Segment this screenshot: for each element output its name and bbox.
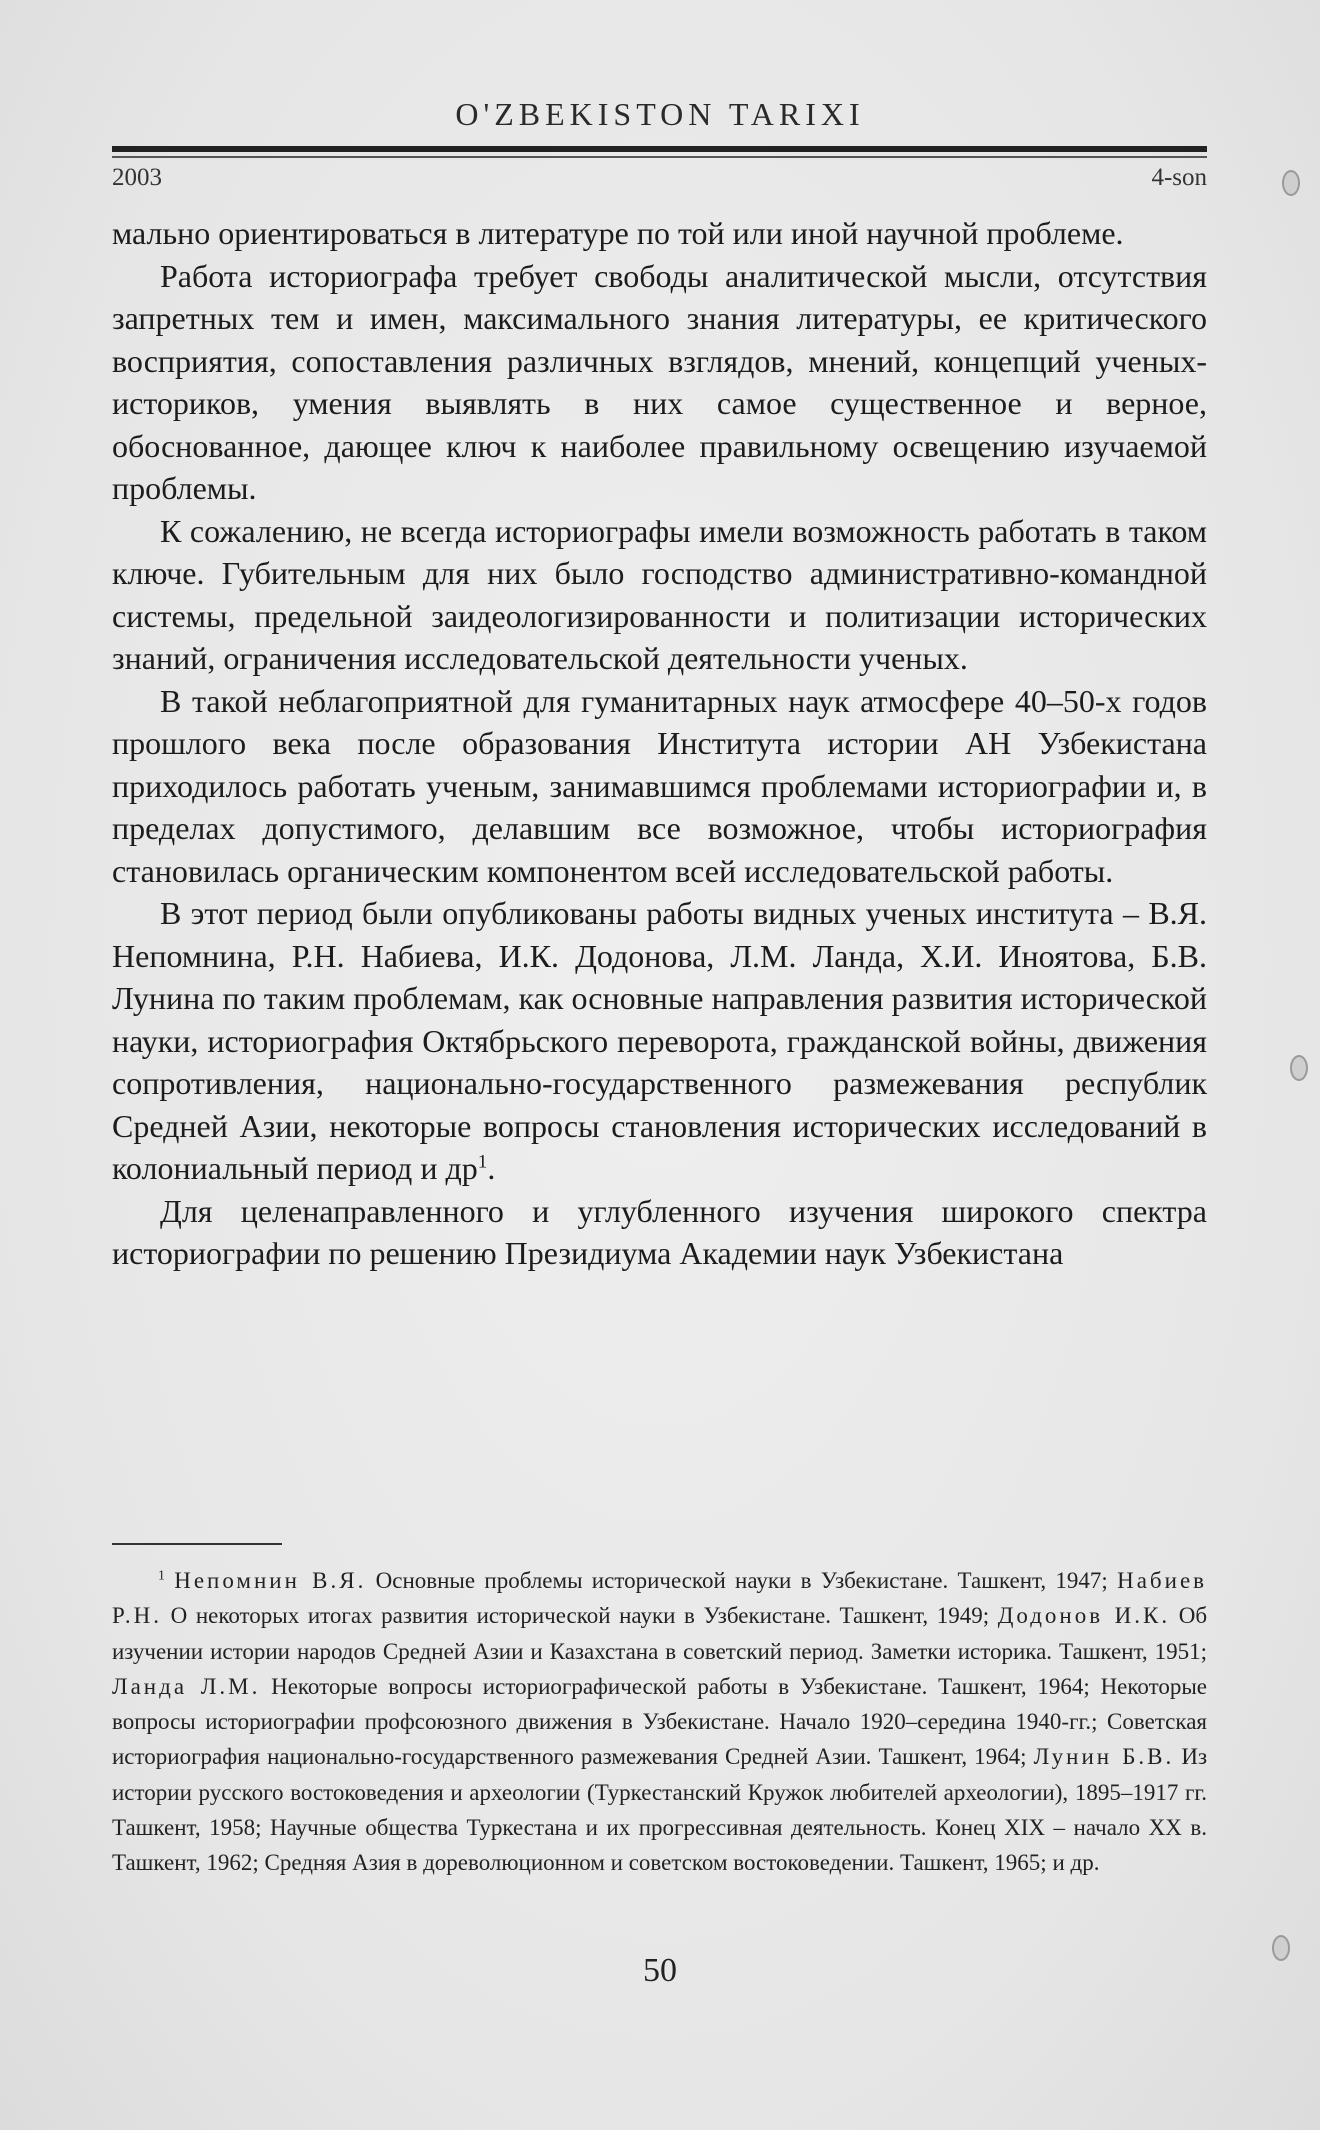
footnote-author: Непомнин В.Я. bbox=[174, 1568, 367, 1593]
footnote-text: Основные проблемы исторической науки в Узбекистане. Ташкент, 1947; bbox=[375, 1568, 1108, 1593]
page-number: 50 bbox=[643, 1952, 677, 1989]
paragraph-text: В этот период были опубликованы работы видных ученых института – В.Я. Непомнина, Р.Н. Набиева, И.К. Додонова, Л.М. Ланда, Х.И. Иноятова, Б.В. Лунина по таким проблемам, как основные направления развития исторической науки, историография Октябрьского переворота, гражданской войны, движения сопротивления, национально-государственного размежевания республик Средней Азии, некоторые вопросы становления исторических исследований в колониальный период и др bbox=[112, 895, 1207, 1186]
footnote-text: Об изучении истории народов Средней Азии и Казахстана в советский период. Заметки историка. Ташкент, 1951; bbox=[112, 1603, 1208, 1664]
footnote-author: Ланда Л.М. bbox=[112, 1673, 261, 1699]
header-rule-thick bbox=[112, 146, 1207, 152]
binding-hole-mark bbox=[1282, 170, 1300, 196]
footnote-reference: 1 bbox=[477, 1151, 488, 1173]
footnote-text: Некоторые вопросы историографической работы в Узбекистане. Ташкент, 1964; Некоторые вопросы историографии профсоюзного движения в Узбекистане. Начало 1920–середина 1940-гг.; Советская историография национально-государственного размежевания Средней Азии. Ташкент, 1964; bbox=[112, 1673, 1208, 1770]
footnote-text: Из истории русского востоковедения и археологии (Туркестанский Кружок любителей археологии), 1895–1917 гг. Ташкент, 1958; Научные общества Туркестана и их прогрессивная деятельность. Конец XIX – начало XX в. Ташкент, 1962; Средняя Азия в дореволюционном и советском востоковедении. Ташкент, 1965; и др. bbox=[112, 1744, 1208, 1876]
footnote-author: Набиев Р.Н. bbox=[112, 1568, 1208, 1629]
footnote-author: Додонов И.К. bbox=[997, 1603, 1171, 1629]
header-meta bbox=[112, 164, 1207, 192]
footnote-text: О некоторых итогах развития исторической науки в Узбекистане. Ташкент, 1949; bbox=[170, 1603, 990, 1629]
paragraph: В этот период были опубликованы работы видных ученых института – В.Я. Непомнина, Р.Н. Набиева, И.К. Додонова, Л.М. Ланда, Х.И. Иноятова, Б.В. Лунина по таким проблемам, как основные направления развития исторической науки, историография Октябрьского переворота, гражданской войны, движения сопротивления, национально-государственного размежевания республик Средней Азии, некоторые вопросы становления исторических исследований в колониальный период и $др^1$. bbox=[112, 895, 1207, 1186]
paragraph: Для целенаправленного и углубленного изучения широкого спектра историографии по решению Президиума Академии наук Узбекистана bbox=[112, 1192, 1207, 1271]
footnote-marker: 1 bbox=[158, 1567, 165, 1583]
footnote bbox=[112, 1563, 1207, 1881]
paragraph: В такой неблагоприятной для гуманитарных наук атмосфере 40–50-х годов прошлого века после образования Института истории АН Узбекистана приходилось работать ученым, занимавшимся проблемами историографии и, в пределах допустимого, делавшим все возможное, чтобы историография становилась органическим компонентом всей исследовательской работы. bbox=[112, 682, 1207, 889]
footnote-author: Лунин Б.В. bbox=[1033, 1744, 1175, 1770]
issue-number: 4-son bbox=[1151, 164, 1207, 191]
footnote-rule bbox=[112, 1543, 282, 1545]
body-text bbox=[112, 212, 1207, 1275]
journal-title: O'ZBEKISTON TARIXI bbox=[455, 96, 865, 132]
binding-hole-mark bbox=[1272, 1935, 1290, 1961]
header-rule-thin bbox=[112, 156, 1207, 158]
paragraph: Работа историографа требует свободы аналитической мысли, отсутствия запретных тем и имен, максимального знания литературы, ее критического восприятия, сопоставления различных взглядов, мнений, концепций ученых-историков, умения выявлять в них самое существенное и верное, обоснованное, дающее ключ к наиболее правильному освещению изучаемой проблемы. bbox=[112, 257, 1207, 506]
binding-hole-mark bbox=[1290, 1055, 1308, 1081]
paragraph: К сожалению, не всегда историографы имели возможность работать в таком ключе. Губительным для них было господство административно-командной системы, предельной заидеологизированности и политизации исторических знаний, ограничения исследовательской деятельности ученых. bbox=[112, 512, 1207, 676]
issue-year: 2003 bbox=[112, 164, 162, 191]
paragraph: мально ориентироваться в литературе по той или иной научной проблеме. bbox=[112, 215, 1124, 251]
